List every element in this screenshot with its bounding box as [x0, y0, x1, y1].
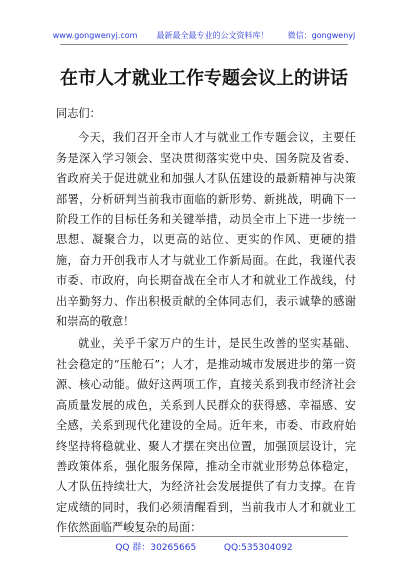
footer-qq: QQ:535304092	[223, 543, 293, 553]
page-header	[0, 30, 408, 41]
header-divider	[60, 44, 348, 45]
paragraph: 就业，关乎千家万户的生计，是民生改善的坚实基础、社会稳定的“压舱石”；人才，是推动城市发展进步的第一资源、核心动能。做好这两项工作，直接关系到我市经济社会高质量发展的成色，关系到人民群众的获得感、幸福感、安全感，关系到现代化建设的全局。近年来，市委、市政府始终坚持将稳就业、聚人才摆在突出位置，加强顶层设计，完善政策体系，强化服务保障，推动全市就业形势总体稳定，人才队伍持续壮大，为经济社会发展提供了有力支撑。在肯定成绩的同时，我们必须清醒看到，当前我市人才和就业工作依然面临严峻复杂的局面：	[56, 337, 356, 535]
document-title: 在市人才就业工作专题会议上的讲话	[60, 68, 348, 89]
page-footer	[0, 540, 408, 553]
greeting: 同志们：	[56, 107, 101, 120]
footer-divider	[60, 536, 348, 537]
header-slogan: 最新最全最专业的公文资料库！	[156, 31, 269, 40]
footer-qq-group: QQ 群：30265665	[115, 543, 197, 553]
header-site-link[interactable]: www.gongwenyj.com	[52, 31, 138, 40]
document-body	[56, 104, 356, 539]
header-wechat: 微信：gongwenyj	[287, 31, 356, 40]
paragraph: 今天，我们召开全市人才与就业工作专题会议，主要任务是深入学习领会、坚决贯彻落实党中央、国务院及省委、省政府关于促进就业和加强人才队伍建设的最新精神与决策部署，分析研判当前我市面临的新形势、新挑战，明确下一阶段工作的目标任务和关键举措，动员全市上下进一步统一思想、凝聚合力，以更高的站位、更实的作风、更硬的措施，奋力开创我市人才与就业工作新局面。在此，我谨代表市委、市政府，向长期奋战在全市人才和就业工作战线，付出辛勤努力、作出积极贡献的全体同志们，表示诚挚的感谢和崇高的敬意！	[56, 131, 356, 329]
